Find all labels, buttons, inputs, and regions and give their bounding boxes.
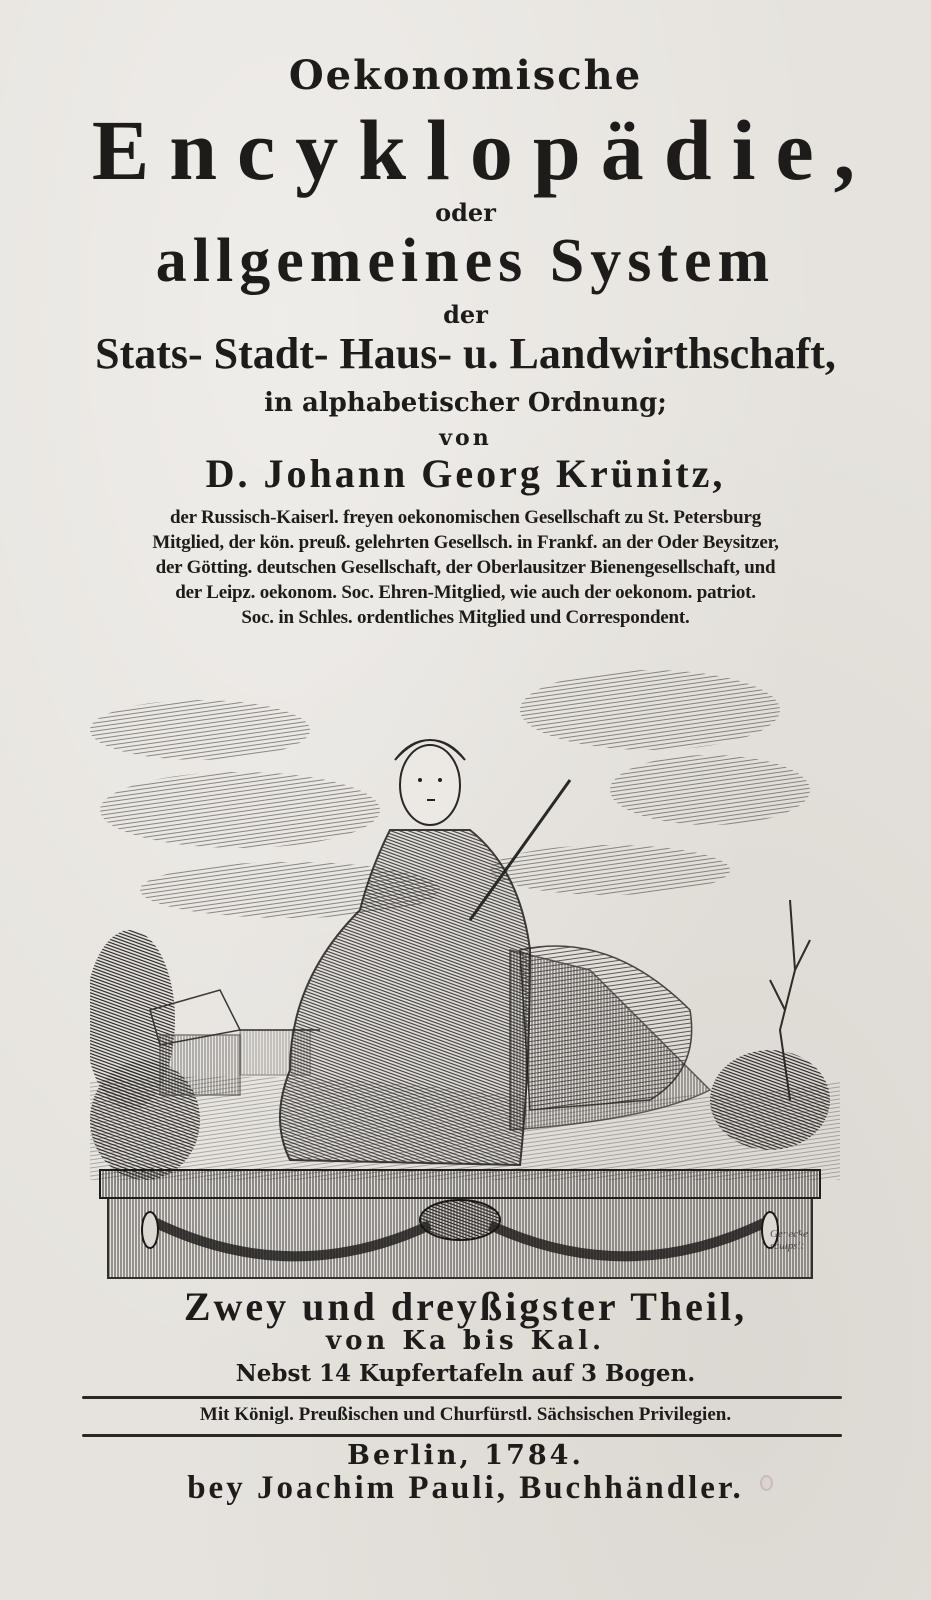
credential-line: Mitglied, der kön. preuß. gelehrten Gesellsch. in Frankf. an der Oder Beysitzer, [152, 532, 779, 553]
imprint-city-year: Berlin, 1784. [347, 1440, 584, 1471]
publisher: bey Joachim Pauli, Buchhändler. [187, 1470, 744, 1506]
frontispiece-engraving [90, 650, 840, 1280]
author-credentials [60, 505, 871, 630]
credential-line: der Götting. deutschen Gesellschaft, der Oberlausitzer Bienengesellschaft, und [155, 557, 776, 578]
credential-line: der Russisch-Kaiserl. freyen oekonomischen Gesellschaft zu St. Petersburg [169, 507, 762, 528]
connector-von: von [439, 425, 492, 451]
author-name: D. Johann Georg Krünitz, [205, 451, 726, 496]
connector-oder: oder [435, 198, 496, 227]
title-line-encyklopaedie: Encyklopädie, [91, 102, 876, 198]
divider-rule-top [82, 1396, 842, 1399]
title-line-allgemeines-system: allgemeines System [155, 227, 776, 295]
volume-number: Zwey und dreyßigster Theil, [183, 1284, 748, 1329]
arrangement-note: in alphabetischer Ordnung; [264, 388, 667, 418]
credential-line: Soc. in Schles. ordentliches Mitglied und Correspondent. [241, 607, 690, 628]
privilege-note: Mit Königl. Preußischen und Churfürstl. Sächsischen Privilegien. [199, 1404, 732, 1425]
credential-line: der Leipz. oekonom. Soc. Ehren-Mitglied, wie auch der oekonom. patriot. [175, 582, 756, 603]
title-line-oekonomische: Oekonomische [288, 52, 643, 99]
paper-stain [760, 1475, 773, 1491]
engraver-signature: Genecke sculpsit [770, 1228, 808, 1252]
connector-der: der [443, 300, 488, 329]
title-line-wirthschaft: Stats- Stadt- Haus- u. Landwirthschaft, [95, 329, 836, 378]
plates-note: Nebst 14 Kupfertafeln auf 3 Bogen. [235, 1360, 696, 1387]
volume-range: von Ka bis Kal. [325, 1326, 606, 1356]
divider-rule-bottom [82, 1434, 842, 1437]
